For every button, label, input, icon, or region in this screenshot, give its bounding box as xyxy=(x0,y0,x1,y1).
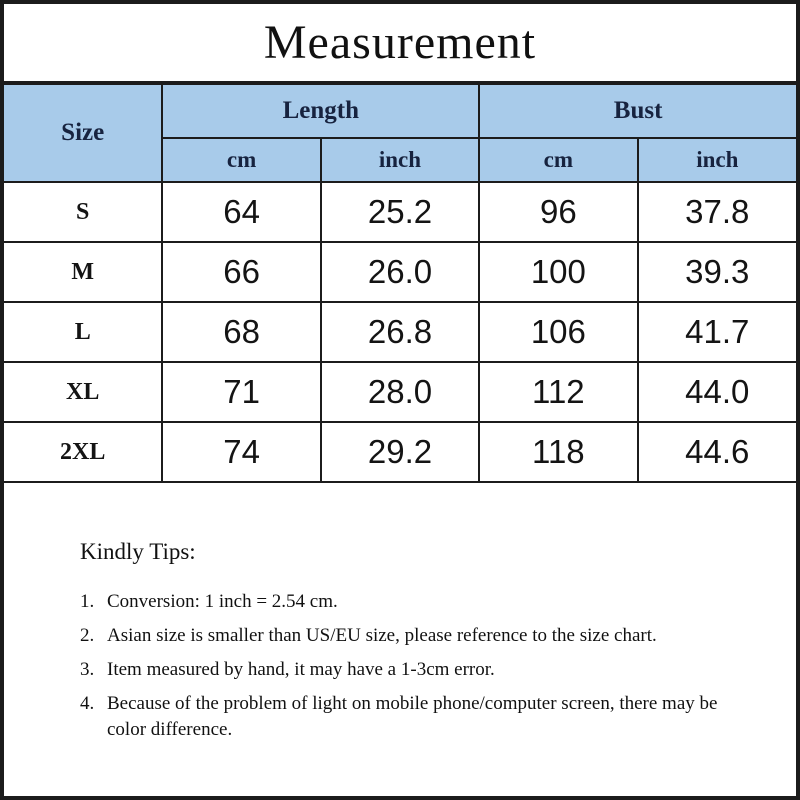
length-group-header: Length xyxy=(162,85,479,138)
length-cm-cell: 71 xyxy=(162,362,320,422)
length-cm-cell: 74 xyxy=(162,422,320,482)
size-cell: L xyxy=(4,302,162,362)
bust-cm-cell: 106 xyxy=(479,302,637,362)
length-cm-cell: 68 xyxy=(162,302,320,362)
tip-item xyxy=(80,691,718,743)
length-inch-cell: 28.0 xyxy=(321,362,479,422)
bust-inch-cell: 41.7 xyxy=(638,302,796,362)
bust-inch-cell: 44.0 xyxy=(638,362,796,422)
tip-number: 2. xyxy=(80,625,95,646)
bust-inch-cell: 44.6 xyxy=(638,422,796,482)
length-cm-cell: 66 xyxy=(162,242,320,302)
length-cm-cell: 64 xyxy=(162,182,320,242)
tip-text: Conversion: 1 inch = 2.54 cm. xyxy=(107,591,338,612)
group-header-row xyxy=(4,85,796,138)
size-cell: 2XL xyxy=(4,422,162,482)
table-row xyxy=(4,302,796,362)
size-cell: S xyxy=(4,182,162,242)
length-inch-cell: 26.0 xyxy=(321,242,479,302)
length-inch-header: inch xyxy=(321,138,479,182)
bust-cm-cell: 100 xyxy=(479,242,637,302)
length-inch-cell: 29.2 xyxy=(321,422,479,482)
size-cell: XL xyxy=(4,362,162,422)
table-row xyxy=(4,242,796,302)
table-row xyxy=(4,182,796,242)
length-cm-header: cm xyxy=(162,138,320,182)
table-row xyxy=(4,362,796,422)
tip-item xyxy=(80,657,718,683)
bust-inch-header: inch xyxy=(638,138,796,182)
bust-inch-cell: 39.3 xyxy=(638,242,796,302)
bust-cm-cell: 96 xyxy=(479,182,637,242)
bust-cm-cell: 118 xyxy=(479,422,637,482)
tip-item xyxy=(80,623,718,649)
bust-cm-cell: 112 xyxy=(479,362,637,422)
tip-number: 4. xyxy=(80,693,95,714)
size-column-header: Size xyxy=(4,85,162,182)
bust-cm-header: cm xyxy=(479,138,637,182)
length-inch-cell: 26.8 xyxy=(321,302,479,362)
length-inch-cell: 25.2 xyxy=(321,182,479,242)
tip-number: 1. xyxy=(80,591,95,612)
tips-heading: Kindly Tips: xyxy=(80,539,196,564)
bust-group-header: Bust xyxy=(479,85,796,138)
tip-text: Asian size is smaller than US/EU size, please reference to the size chart. xyxy=(107,625,657,646)
tip-item xyxy=(80,589,718,615)
page-title: Measurement xyxy=(4,4,796,85)
tip-text: Item measured by hand, it may have a 1-3cm error. xyxy=(107,659,495,680)
tip-number: 3. xyxy=(80,659,95,680)
table-row xyxy=(4,422,796,482)
measurement-table xyxy=(4,85,796,483)
bust-inch-cell: 37.8 xyxy=(638,182,796,242)
kindly-tips-section xyxy=(4,539,796,743)
size-cell: M xyxy=(4,242,162,302)
tip-text: Because of the problem of light on mobile phone/computer screen, there may be color difference. xyxy=(107,693,718,740)
